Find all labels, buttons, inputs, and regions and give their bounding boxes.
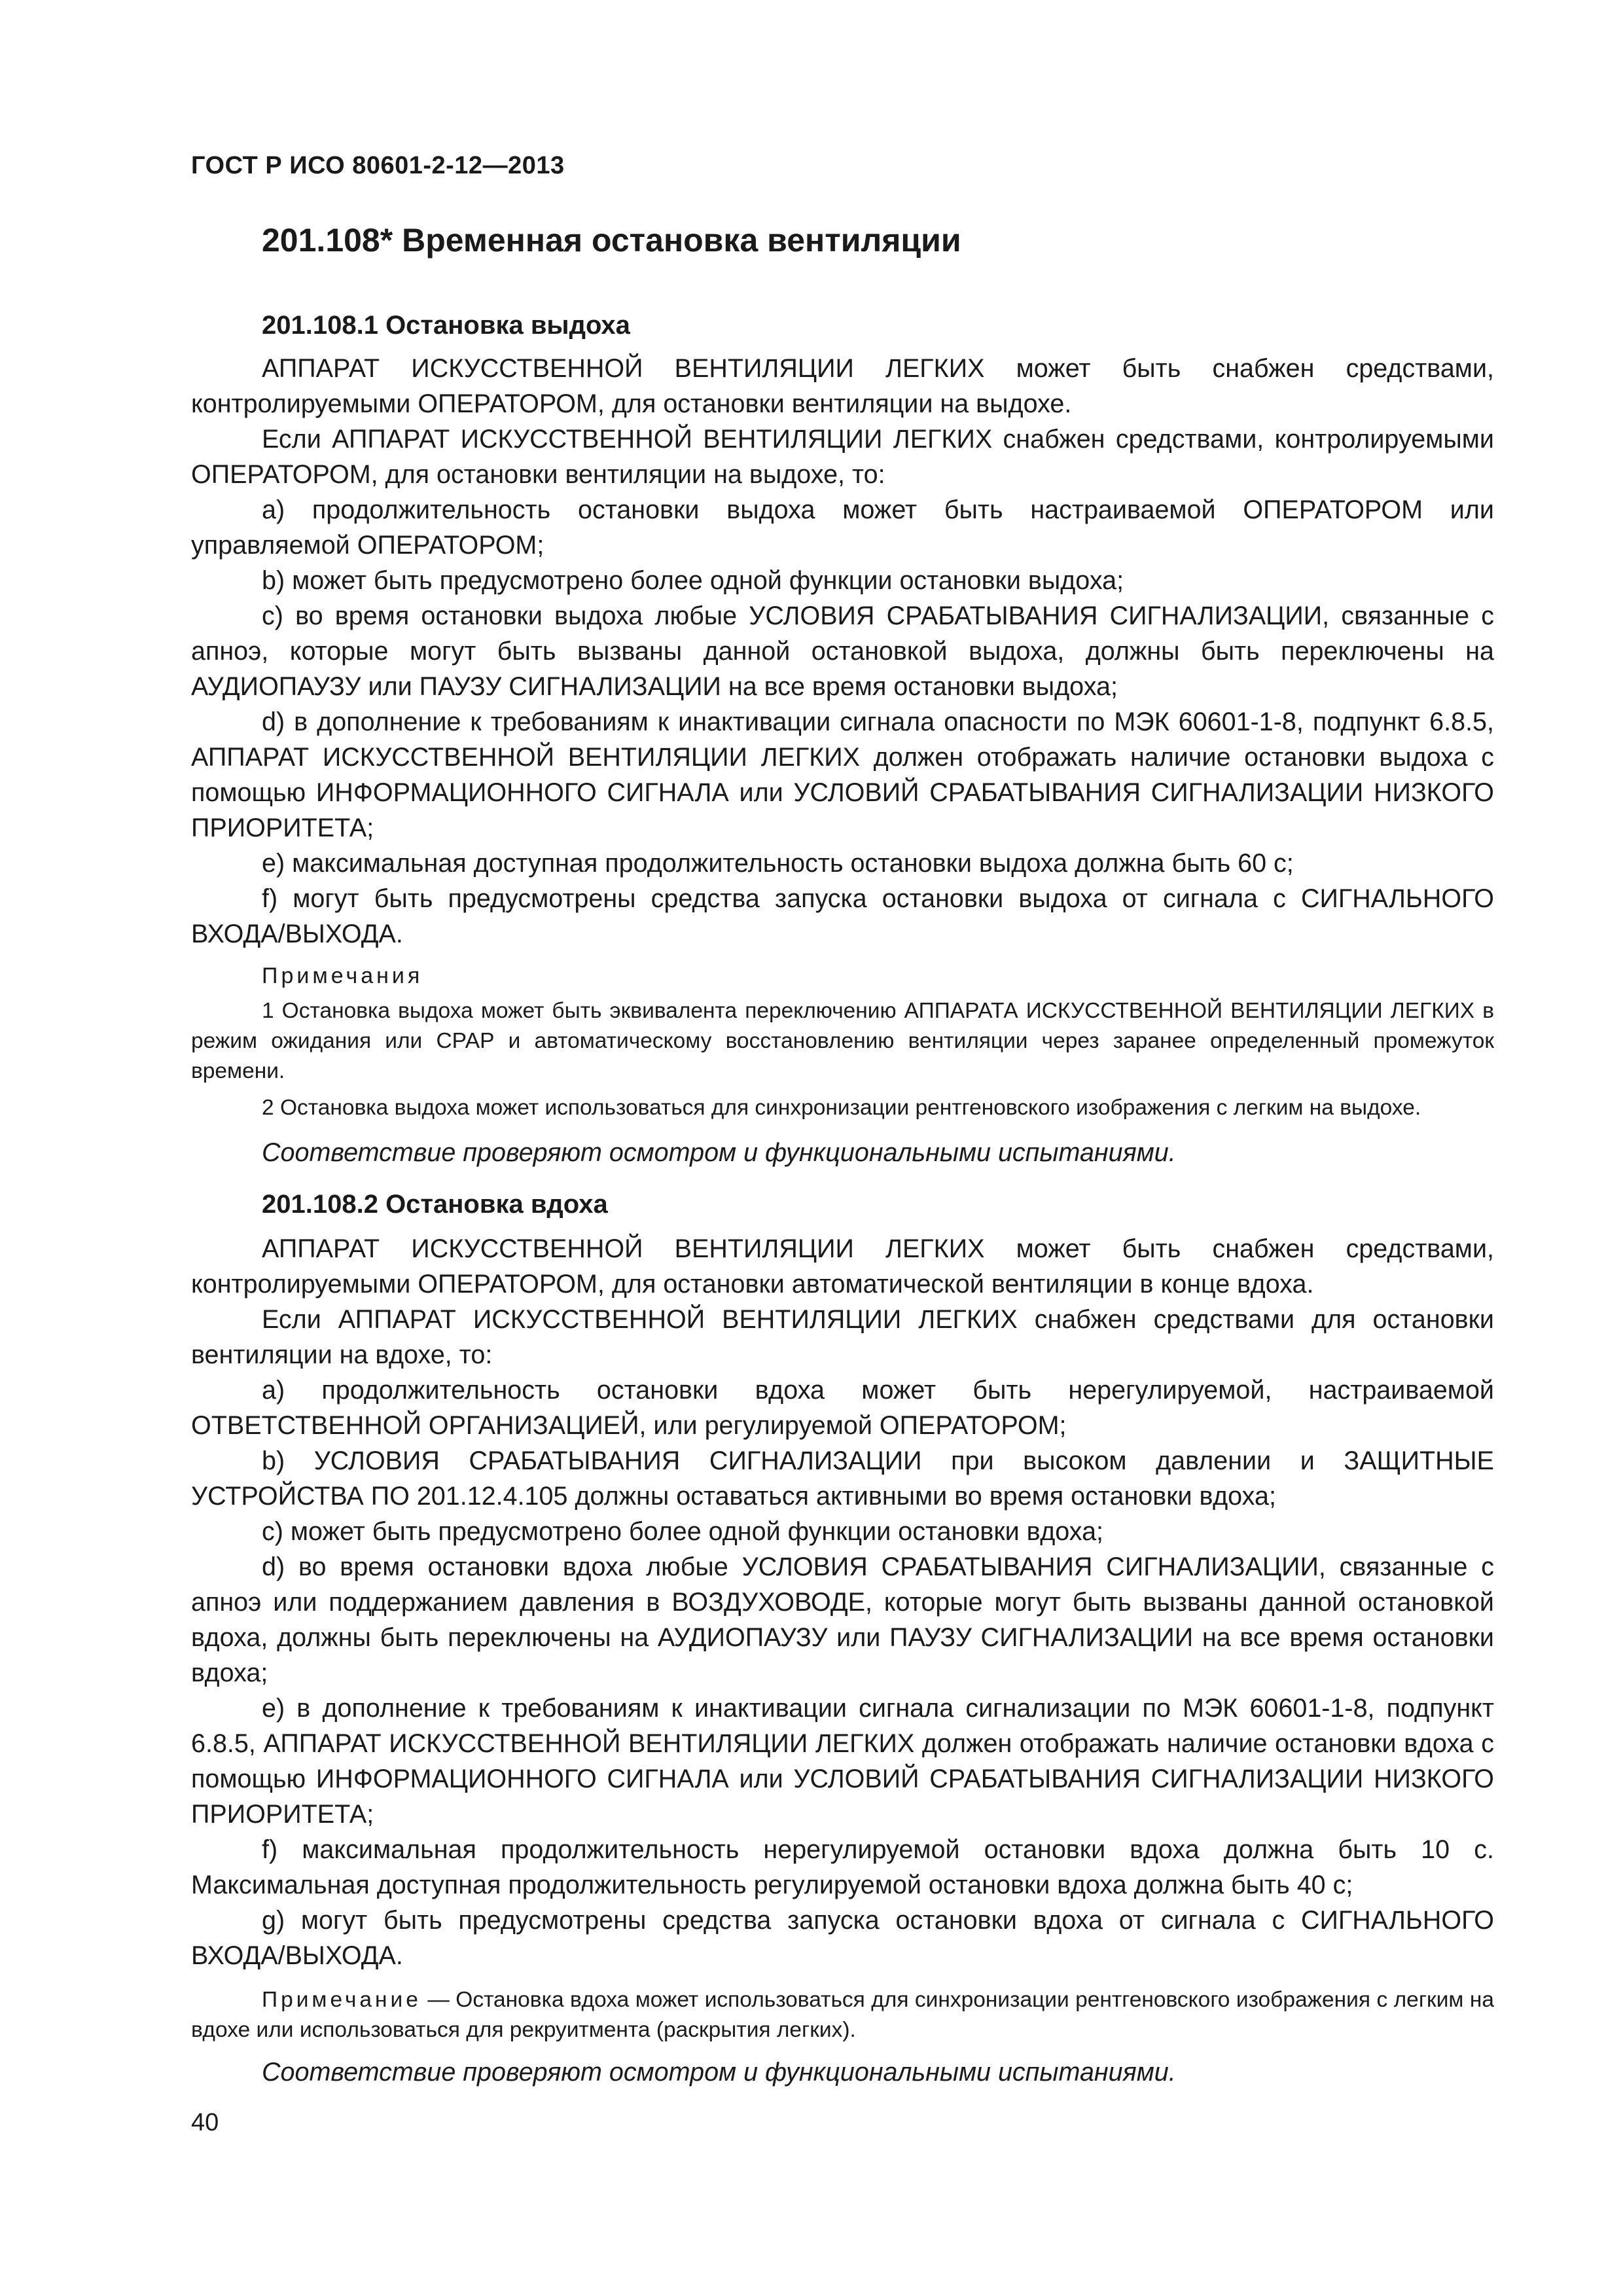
note-label: Примечание: [262, 1988, 421, 2012]
note-text: — Остановка вдоха может использоваться для синхронизации рентгеновского изображения с легким на вдохе или использоваться для рекруитмента (раскрытия легких).: [191, 1988, 1494, 2042]
note: 2 Остановка выдоха может использоваться для синхронизации рентгеновского изображения с легким на выдохе.: [262, 1096, 1421, 1120]
list-item: b) УСЛОВИЯ СРАБАТЫВАНИЯ СИГНАЛИЗАЦИИ при высоком давлении и ЗАЩИТНЫЕ УСТРОЙСТВА ПО 201.12.4.105 должны оставаться активными во время остановки вдоха;: [191, 1446, 1494, 1511]
list-item: b) может быть предусмотрено более одной функции остановки выдоха;: [262, 566, 1124, 595]
list-item: d) в дополнение к требованиям к инактивации сигнала опасности по МЭК 60601-1-8, подпункт 6.8.5, АППАРАТ ИСКУССТВЕННОЙ ВЕНТИЛЯЦИИ ЛЕГКИХ должен отображать наличие остановки выдоха с помощью ИНФОРМАЦИОННОГО СИГНАЛА или УСЛОВИЙ СРАБАТЫВАНИЯ СИГНАЛИЗАЦИИ НИЗКОГО ПРИОРИТЕТА;: [191, 708, 1494, 842]
section-exhale-pause: [191, 311, 1494, 1170]
paragraph: АППАРАТ ИСКУССТВЕННОЙ ВЕНТИЛЯЦИИ ЛЕГКИХ может быть снабжен средствами, контролируемыми ОПЕРАТОРОМ, для остановки автоматической вентиляции в конце вдоха.: [191, 1234, 1494, 1299]
paragraph: Если АППАРАТ ИСКУССТВЕННОЙ ВЕНТИЛЯЦИИ ЛЕГКИХ снабжен средствами для остановки вентиляции на вдохе, то:: [191, 1305, 1494, 1369]
list-item: а) продолжительность остановки выдоха может быть настраиваемой ОПЕРАТОРОМ или управляемой ОПЕРАТОРОМ;: [191, 495, 1494, 560]
paragraph: АППАРАТ ИСКУССТВЕННОЙ ВЕНТИЛЯЦИИ ЛЕГКИХ может быть снабжен средствами, контролируемыми ОПЕРАТОРОМ, для остановки вентиляции на выдохе.: [191, 354, 1494, 418]
subsection-title: 201.108.2 Остановка вдоха: [262, 1190, 608, 1219]
list-item: c) может быть предусмотрено более одной функции остановки вдоха;: [262, 1517, 1104, 1546]
section-inhale-pause: [191, 1190, 1494, 2090]
list-item: f) могут быть предусмотрены средства запуска остановки выдоха от сигнала с СИГНАЛЬНОГО ВХОДА/ВЫХОДА.: [191, 884, 1494, 948]
list-item: а) продолжительность остановки вдоха может быть нерегулируемой, настраиваемой ОТВЕТСТВЕННОЙ ОРГАНИЗАЦИЕЙ, или регулируемой ОПЕРАТОРОМ;: [191, 1376, 1494, 1440]
page-number: 40: [191, 2109, 219, 2136]
note: 1 Остановка выдоха может быть эквивалента переключению АППАРАТА ИСКУССТВЕННОЙ ВЕНТИЛЯЦИИ ЛЕГКИХ в режим ожидания или СРАР и автоматическому восстановлению вентиляции через заранее определенный промежуток времени.: [191, 999, 1494, 1083]
list-item: f) максимальная продолжительность нерегулируемой остановки вдоха должна быть 10 с. Максимальная доступная продолжительность регулируемой остановки вдоха должна быть 40 с;: [191, 1835, 1494, 1899]
note: [191, 1985, 1494, 2045]
list-item: d) во время остановки вдоха любые УСЛОВИЯ СРАБАТЫВАНИЯ СИГНАЛИЗАЦИИ, связанные с апноэ или поддержанием давления в ВОЗДУХОВОДЕ, которые могут быть вызваны данной остановкой вдоха, должны быть переключены на АУДИОПАУЗУ или ПАУЗУ СИГНАЛИЗАЦИИ на все время остановки вдоха;: [191, 1552, 1494, 1687]
list-item: g) могут быть предусмотрены средства запуска остановки вдоха от сигнала с СИГНАЛЬНОГО ВХОДА/ВЫХОДА.: [191, 1906, 1494, 1970]
document-id: ГОСТ Р ИСО 80601-2-12—2013: [191, 152, 565, 179]
list-item: c) во время остановки выдоха любые УСЛОВИЯ СРАБАТЫВАНИЯ СИГНАЛИЗАЦИИ, связанные с апноэ, которые могут быть вызваны данной остановкой выдоха, должны быть переключены на АУДИОПАУЗУ или ПАУЗУ СИГНАЛИЗАЦИИ на все время остановки выдоха;: [191, 601, 1494, 701]
section-title: 201.108* Временная остановка вентиляции: [262, 222, 961, 259]
list-item: e) в дополнение к требованиям к инактивации сигнала сигнализации по МЭК 60601-1-8, подпункт 6.8.5, АППАРАТ ИСКУССТВЕННОЙ ВЕНТИЛЯЦИИ ЛЕГКИХ должен отображать наличие остановки вдоха с помощью ИНФОРМАЦИОННОГО СИГНАЛА или УСЛОВИЙ СРАБАТЫВАНИЯ СИГНАЛИЗАЦИИ НИЗКОГО ПРИОРИТЕТА;: [191, 1694, 1494, 1829]
compliance-statement: Соответствие проверяют осмотром и функциональными испытаниями.: [262, 2058, 1176, 2087]
compliance-statement: Соответствие проверяют осмотром и функциональными испытаниями.: [262, 1138, 1176, 1167]
list-item: e) максимальная доступная продолжительность остановки выдоха должна быть 60 с;: [262, 849, 1294, 878]
subsection-title: 201.108.1 Остановка выдоха: [262, 311, 630, 340]
paragraph: Если АППАРАТ ИСКУССТВЕННОЙ ВЕНТИЛЯЦИИ ЛЕГКИХ снабжен средствами, контролируемыми ОПЕРАТОРОМ, для остановки вентиляции на выдохе, то:: [191, 425, 1494, 489]
notes-header: Примечания: [262, 963, 423, 988]
